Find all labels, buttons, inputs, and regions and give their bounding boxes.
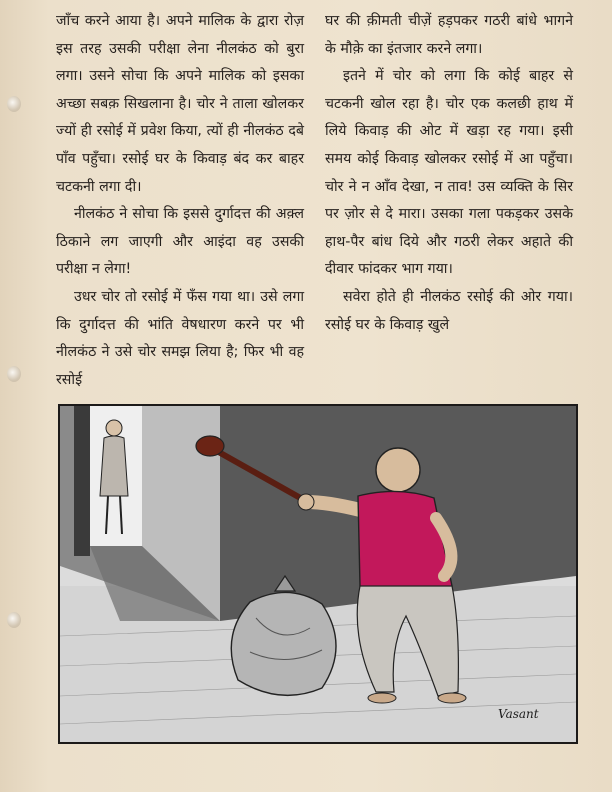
door-panel [74,406,90,556]
story-illustration [58,404,578,744]
left-text-column [56,8,304,394]
paragraph: सवेरा होते ही नीलकंठ रसोई की ओर गया। रसोई घर के किवाड़ खुले [325,288,573,333]
binding-hole [7,366,21,382]
paragraph: नीलकंठ ने सोचा कि इससे दुर्गादत्त की अक़्ल ठिकाने लग जाएगी और आइंदा वह उसकी परीक्षा न लेगा! [56,206,304,278]
artist-signature: Vasant [498,707,539,721]
binding-hole [7,96,21,112]
paragraph: घर की क़ीमती चीज़ें हड़पकर गठरी बांधे भागने के मौक़े का इंतजार करने लगा। [325,13,573,57]
paragraph: इतने में चोर को लगा कि कोई बाहर से चटकनी खोल रहा है। चोर एक कलछी हाथ में लिये किवाड़ की ओट में खड़ा रह गया। इसी समय कोई किवाड़ खोलकर रसोई में आ पहुँचा। चोर ने न आँव देखा, न ताव! उस व्यक्ति के सिर पर ज़ोर से दे मारा। उसका गला पकड़कर उसके हाथ-पैर बांध दिये और गठरी लेकर अहाते की दीवार फांदकर भाग गया। [325,68,573,278]
ladle-head [196,436,224,456]
paragraph: उधर चोर तो रसोई में फँस गया था। उसे लगा कि दुर्गादत्त की भांति वेषधारण करने पर भी नीलकंठ ने उसे चोर समझ लिया है; फिर भी वह रसोई [56,288,304,388]
right-text-column [325,8,573,339]
thief-head [376,448,420,492]
binding-hole [7,612,21,628]
paragraph: जाँच करने आया है। अपने मालिक के द्वारा रोज़ इस तरह उसकी परीक्षा लेना नीलकंठ को बुरा लगा। उसने सोचा कि अपने मालिक को इसका अच्छा सबक़ सिखलाना है। चोर ने ताला खोलकर ज्यों ही रसोई में प्रवेश किया, त्यों ही नीलकंठ दबे पाँव पहुँचा। रसोई घर के किवाड़ बंद कर बाहर चटकनी लगा दी। [56,13,304,195]
illustration-drawing [60,406,576,742]
